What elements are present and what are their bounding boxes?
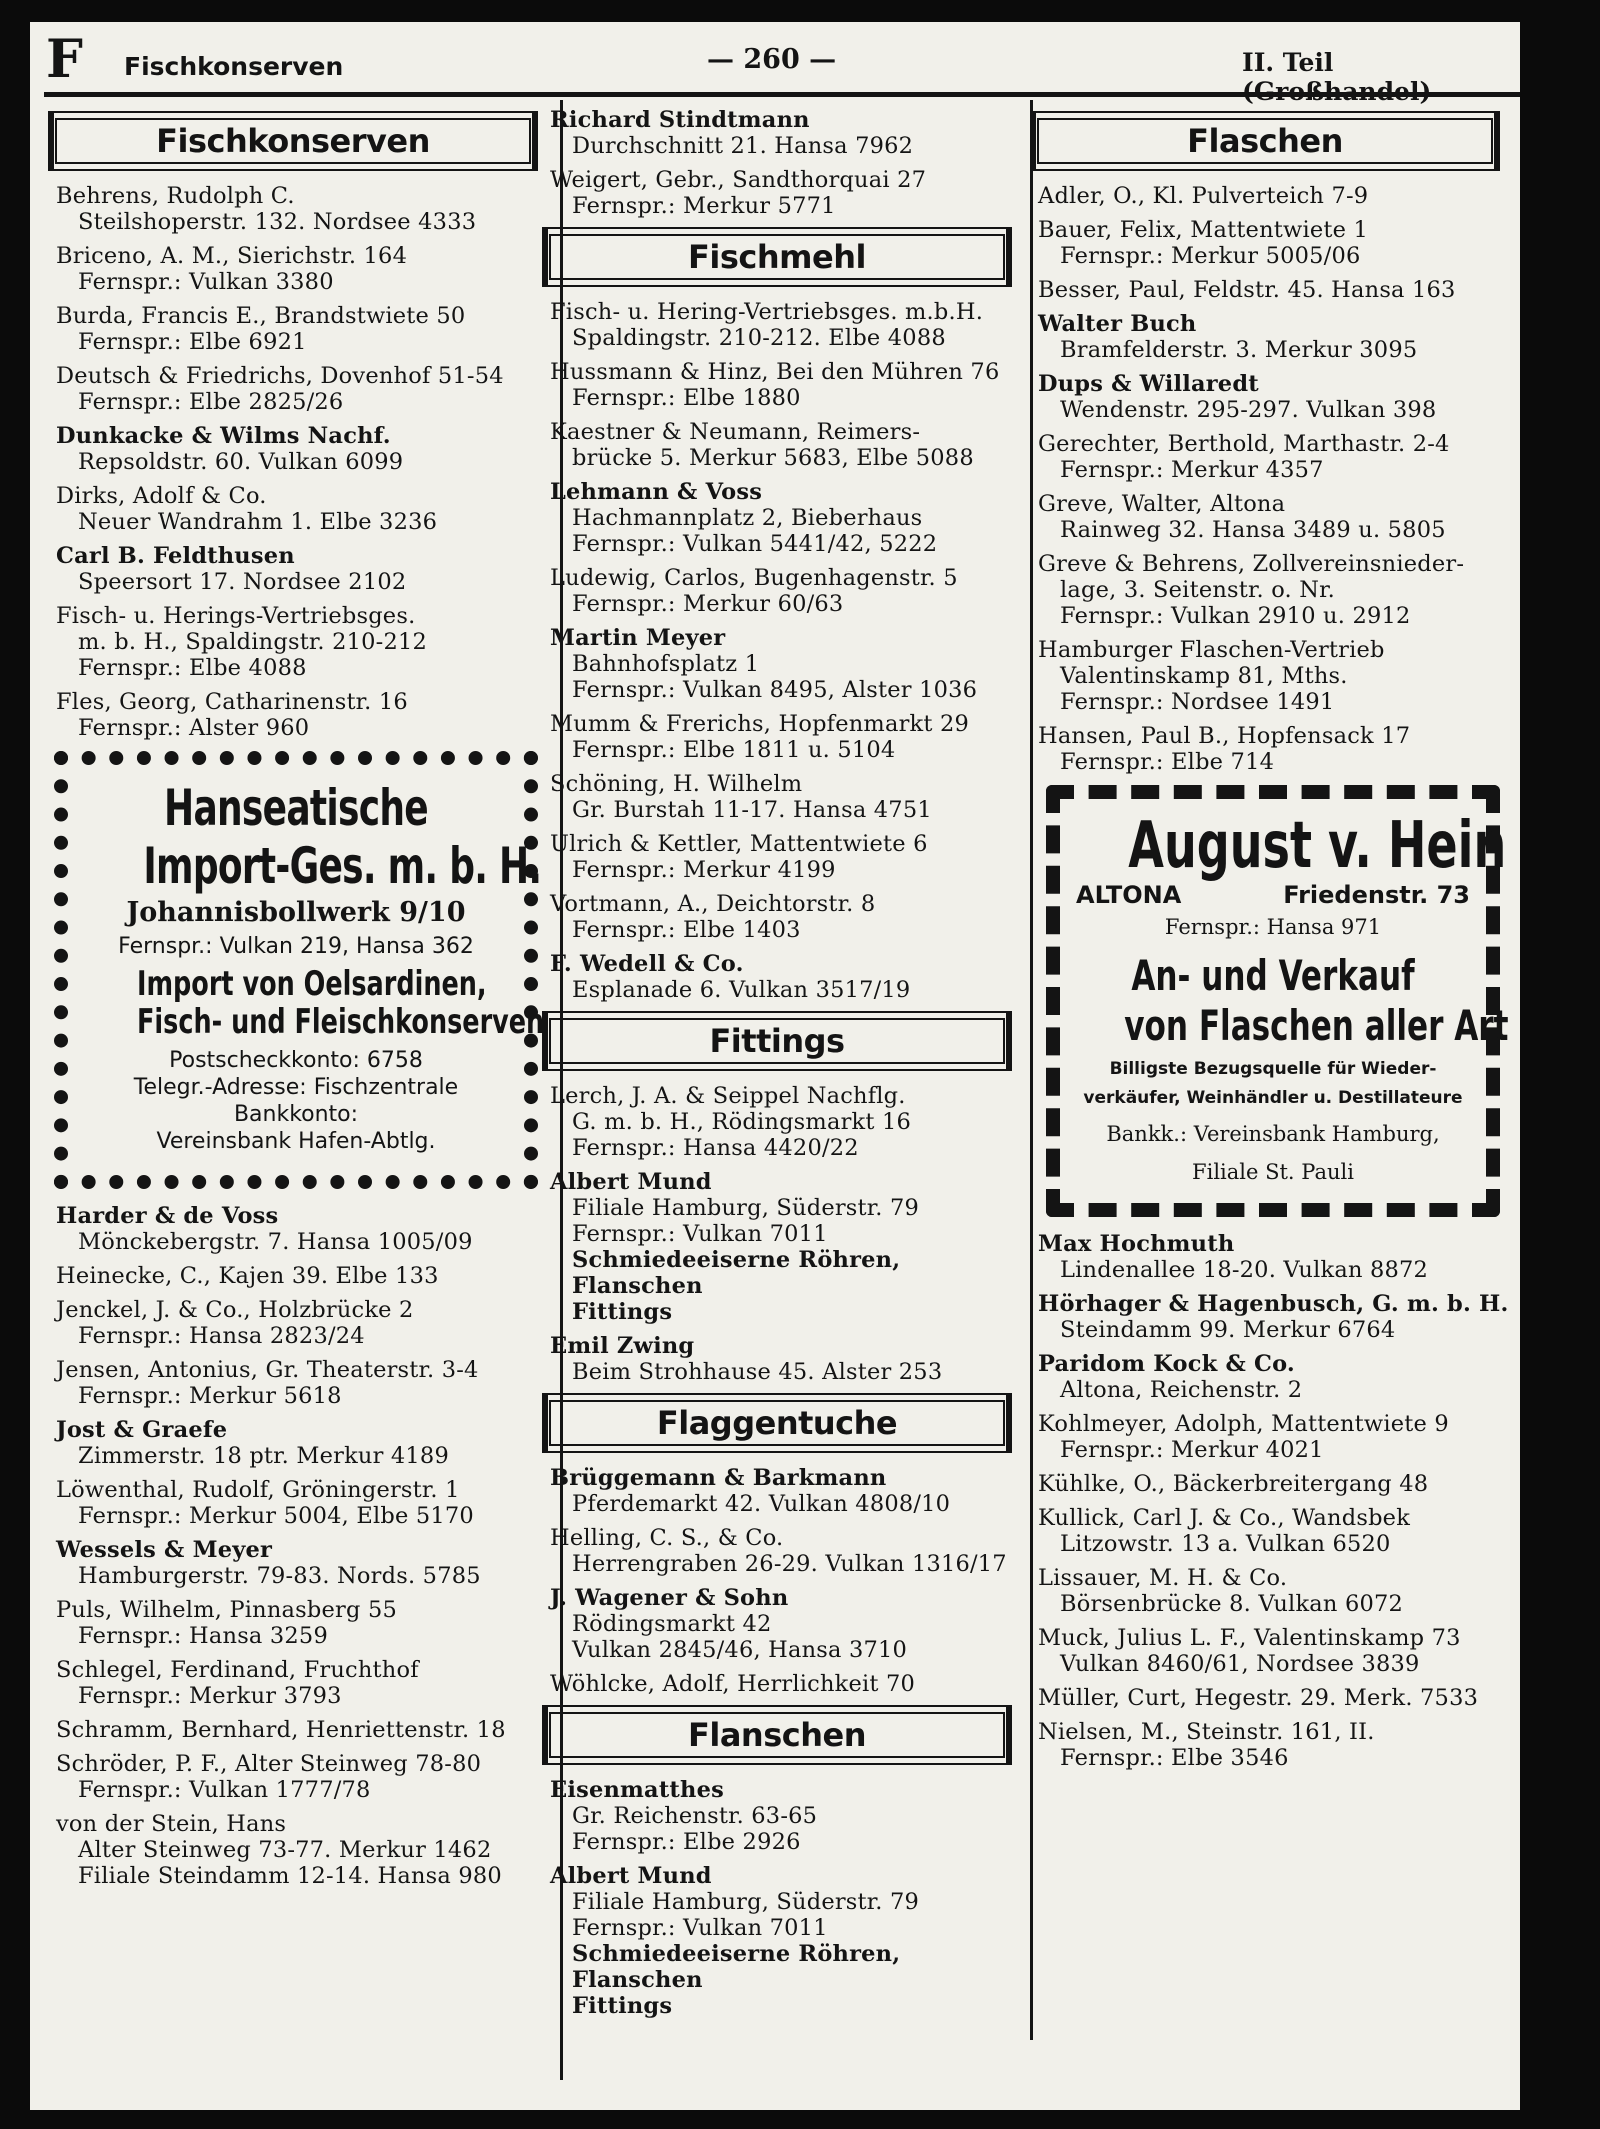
heading-fischmehl: Fischmehl — [542, 227, 1012, 287]
ad2-bank-2: Filiale St. Pauli — [1192, 1160, 1354, 1184]
ad-bank-label: Bankkonto: — [233, 1102, 359, 1127]
entry-detail: Alter Steinweg 73-77. Merkur 1462 — [78, 1837, 492, 1863]
list-fischmehl — [538, 299, 1028, 1003]
entry-detail: Fernspr.: Elbe 1403 — [572, 917, 801, 943]
ad-phone: Fernspr.: Vulkan 219, Hansa 362 — [118, 934, 474, 959]
ad-address: Johannisbollwerk 9/10 — [126, 897, 466, 928]
entry-name: Löwenthal, Rudolf, Gröningerstr. 1 — [56, 1477, 460, 1503]
entry-name: Burda, Francis E., Brandstwiete 50 — [56, 303, 466, 329]
entry-name: Fles, Georg, Catharinenstr. 16 — [56, 689, 408, 715]
entry-detail: Rödingsmarkt 42 — [572, 1611, 772, 1637]
entry-detail: Rainweg 32. Hansa 3489 u. 5805 — [1060, 517, 1446, 543]
entry-detail: Fernspr.: Merkur 60/63 — [572, 591, 844, 617]
entry-detail: Schmiedeeiserne Röhren, Flanschen — [572, 1941, 901, 1993]
entry-detail: Gr. Reichenstr. 63-65 — [572, 1803, 818, 1829]
list-item — [550, 1777, 1028, 1855]
list-item — [550, 299, 1028, 351]
list-fischkonserven-b — [44, 1203, 554, 1889]
entry-name: Puls, Wilhelm, Pinnasberg 55 — [56, 1597, 397, 1623]
list-item — [550, 711, 1028, 763]
entry-detail: Esplanade 6. Vulkan 3517/19 — [572, 977, 911, 1003]
entry-detail: G. m. b. H., Rödingsmarkt 16 — [572, 1109, 911, 1135]
list-item — [56, 543, 554, 595]
entry-name: Bauer, Felix, Mattentwiete 1 — [1038, 217, 1369, 243]
entry-detail: Repsoldstr. 60. Vulkan 6099 — [78, 449, 404, 475]
entry-detail: Neuer Wandrahm 1. Elbe 3236 — [78, 509, 438, 535]
entry-detail: Fernspr.: Elbe 714 — [1060, 749, 1275, 775]
entry-name: Behrens, Rudolph C. — [56, 183, 295, 209]
entry-name: Kullick, Carl J. & Co., Wandsbek — [1038, 1505, 1411, 1531]
ad-hanseatische — [54, 751, 545, 1189]
entry-detail: Filiale Hamburg, Süderstr. 79 — [572, 1889, 919, 1915]
ad-line-2: Fisch- und Fleischkonserven — [137, 1002, 545, 1042]
list-item — [56, 1717, 554, 1743]
ad2-line-1: An- und Verkauf — [1131, 951, 1415, 1000]
entry-detail: Fernspr.: Merkur 5005/06 — [1060, 243, 1361, 269]
entry-name: Harder & de Voss — [56, 1203, 279, 1229]
entry-detail: Vulkan 2845/46, Hansa 3710 — [572, 1637, 908, 1663]
entry-name: Lissauer, M. H. & Co. — [1038, 1565, 1288, 1591]
entry-name: Albert Mund — [550, 1863, 712, 1889]
list-item — [56, 1357, 554, 1409]
ad2-address-row — [1072, 881, 1474, 909]
entry-detail: Litzowstr. 13 a. Vulkan 6520 — [1060, 1531, 1391, 1557]
entry-detail: Fittings — [572, 1993, 673, 2019]
running-head-title: Fischkonserven — [124, 52, 344, 81]
entry-name: Dirks, Adolf & Co. — [56, 483, 267, 509]
entry-detail: Fernspr.: Vulkan 7011 — [572, 1221, 828, 1247]
list-flaggentuche — [538, 1465, 1028, 1697]
list-item — [56, 183, 554, 235]
entry-name: Briceno, A. M., Sierichstr. 164 — [56, 243, 408, 269]
entry-name: Deutsch & Friedrichs, Dovenhof 51-54 — [56, 363, 504, 389]
list-item — [550, 1169, 1028, 1325]
list-item — [1038, 183, 1516, 209]
entry-name: Eisenmatthes — [550, 1777, 724, 1803]
ad-postscheck: Postscheckkonto: 6758 — [169, 1048, 423, 1073]
entry-detail: Hachmannplatz 2, Bieberhaus — [572, 505, 923, 531]
entry-detail: Steilshoperstr. 132. Nordsee 4333 — [78, 209, 477, 235]
list-item — [1038, 431, 1516, 483]
list-item — [1038, 1351, 1516, 1403]
list-item — [56, 1297, 554, 1349]
entry-name: Albert Mund — [550, 1169, 712, 1195]
entry-detail: Filiale Steindamm 12-14. Hansa 980 — [78, 1863, 502, 1889]
entry-detail: Fernspr.: Elbe 3546 — [1060, 1745, 1289, 1771]
ad2-phone: Fernspr.: Hansa 971 — [1164, 915, 1382, 939]
entry-detail: Fernspr.: Merkur 4357 — [1060, 457, 1324, 483]
entry-detail: Vulkan 8460/61, Nordsee 3839 — [1060, 1651, 1420, 1677]
entry-name: Schlegel, Ferdinand, Fruchthof — [56, 1657, 419, 1683]
column-3 — [1026, 107, 1516, 1779]
ad2-tagline-1: Billigste Bezugsquelle für Wieder- — [1109, 1059, 1437, 1079]
entry-name: Jensen, Antonius, Gr. Theaterstr. 3-4 — [56, 1357, 479, 1383]
ad-company-name-2: Import-Ges. m. b. H. — [143, 837, 542, 895]
list-item — [550, 831, 1028, 883]
list-item — [56, 1657, 554, 1709]
list-fischkonserven-a — [44, 183, 554, 741]
entry-detail: Fernspr.: Merkur 4199 — [572, 857, 836, 883]
list-item — [56, 423, 554, 475]
list-item — [550, 479, 1028, 557]
entry-name: Ludewig, Carlos, Bugenhagenstr. 5 — [550, 565, 958, 591]
entry-name: Paridom Kock & Co. — [1038, 1351, 1295, 1377]
entry-detail: Speersort 17. Nordsee 2102 — [78, 569, 407, 595]
entry-detail: Fittings — [572, 1299, 673, 1325]
list-item — [1038, 723, 1516, 775]
entry-name: Walter Buch — [1038, 311, 1197, 337]
entry-detail: Fernspr.: Elbe 4088 — [78, 655, 307, 681]
entry-detail: Spaldingstr. 210-212. Elbe 4088 — [572, 325, 946, 351]
entry-detail: Fernspr.: Merkur 5004, Elbe 5170 — [78, 1503, 474, 1529]
entry-name: Emil Zwing — [550, 1333, 695, 1359]
part-label: II. Teil — [1242, 48, 1334, 77]
ad2-street: Friedenstr. 73 — [1283, 881, 1470, 909]
list-item — [56, 363, 554, 415]
entry-detail: Fernspr.: Elbe 2926 — [572, 1829, 801, 1855]
entry-detail: Fernspr.: Vulkan 5441/42, 5222 — [572, 531, 938, 557]
list-item — [56, 603, 554, 681]
entry-name: Weigert, Gebr., Sandthorquai 27 — [550, 167, 927, 193]
entry-detail: Fernspr.: Vulkan 8495, Alster 1036 — [572, 677, 978, 703]
entry-name: Besser, Paul, Feldstr. 45. Hansa 163 — [1038, 277, 1456, 303]
entry-name: Ulrich & Kettler, Mattentwiete 6 — [550, 831, 928, 857]
list-item — [1038, 217, 1516, 269]
list-item — [1038, 1231, 1516, 1283]
list-item — [550, 625, 1028, 703]
directory-page — [30, 22, 1520, 2110]
entry-name: Fisch- u. Herings-Vertriebsges. — [56, 603, 416, 629]
entry-name: Max Hochmuth — [1038, 1231, 1235, 1257]
ad2-city: ALTONA — [1076, 881, 1182, 909]
entry-name: Hörhager & Hagenbusch, G. m. b. H. — [1038, 1291, 1509, 1317]
entry-name: J. Wagener & Sohn — [550, 1585, 789, 1611]
entry-detail: Fernspr.: Merkur 5771 — [572, 193, 836, 219]
entry-name: Richard Stindtmann — [550, 107, 810, 133]
entry-name: Jenckel, J. & Co., Holzbrücke 2 — [56, 1297, 414, 1323]
entry-detail: Lindenallee 18-20. Vulkan 8872 — [1060, 1257, 1429, 1283]
entry-detail: Bahnhofsplatz 1 — [572, 651, 760, 677]
list-item — [56, 1597, 554, 1649]
entry-detail: Fernspr.: Hansa 2823/24 — [78, 1323, 365, 1349]
list-item — [1038, 1411, 1516, 1463]
header-rule — [44, 92, 1520, 97]
ad-telegram: Telegr.-Adresse: Fischzentrale — [133, 1075, 459, 1100]
ad2-bank-1: Bankk.: Vereinsbank Hamburg, — [1106, 1122, 1440, 1146]
entry-name: Greve & Behrens, Zollvereinsnieder- — [1038, 551, 1465, 577]
entry-detail: Herrengraben 26-29. Vulkan 1316/17 — [572, 1551, 1007, 1577]
entry-detail: Hamburgerstr. 79-83. Nords. 5785 — [78, 1563, 481, 1589]
entry-name: Fisch- u. Hering-Vertriebsges. m.b.H. — [550, 299, 984, 325]
entry-detail: Mönckebergstr. 7. Hansa 1005/09 — [78, 1229, 473, 1255]
list-flaschen-a — [1026, 183, 1516, 775]
entry-name: F. Wedell & Co. — [550, 951, 744, 977]
list-item — [550, 565, 1028, 617]
list-item — [1038, 551, 1516, 629]
entry-name: Schröder, P. F., Alter Steinweg 78-80 — [56, 1751, 482, 1777]
list-item — [550, 107, 1028, 159]
list-item — [550, 419, 1028, 471]
entry-detail: Fernspr.: Alster 960 — [78, 715, 310, 741]
entry-detail: Fernspr.: Hansa 4420/22 — [572, 1135, 859, 1161]
entry-name: Jost & Graefe — [56, 1417, 228, 1443]
entry-name: Kaestner & Neumann, Reimers- — [550, 419, 921, 445]
entry-name: Kohlmeyer, Adolph, Mattentwiete 9 — [1038, 1411, 1449, 1437]
entry-detail: Fernspr.: Hansa 3259 — [78, 1623, 328, 1649]
entry-name: Kühlke, O., Bäckerbreitergang 48 — [1038, 1471, 1429, 1497]
entry-detail: lage, 3. Seitenstr. o. Nr. — [1060, 577, 1335, 603]
entry-detail: Schmiedeeiserne Röhren, Flanschen — [572, 1247, 901, 1299]
entry-name: Carl B. Feldthusen — [56, 543, 295, 569]
entry-name: Gerechter, Berthold, Marthastr. 2-4 — [1038, 431, 1450, 457]
entry-detail: Altona, Reichenstr. 2 — [1060, 1377, 1303, 1403]
page-number: — 260 — — [707, 44, 837, 75]
entry-name: Wöhlcke, Adolf, Herrlichkeit 70 — [550, 1671, 916, 1697]
list-item — [56, 1417, 554, 1469]
entry-name: Hussmann & Hinz, Bei den Mühren 76 — [550, 359, 1000, 385]
entry-detail: Fernspr.: Elbe 1811 u. 5104 — [572, 737, 896, 763]
entry-detail: Fernspr.: Vulkan 7011 — [572, 1915, 828, 1941]
ad-line-1: Import von Oelsardinen, — [137, 964, 487, 1004]
heading-flaggentuche: Flaggentuche — [542, 1393, 1012, 1453]
list-item — [1038, 1625, 1516, 1677]
entry-name: Adler, O., Kl. Pulverteich 7-9 — [1038, 183, 1369, 209]
entry-detail: Fernspr.: Vulkan 1777/78 — [78, 1777, 371, 1803]
entry-name: Brüggemann & Barkmann — [550, 1465, 887, 1491]
list-item — [1038, 311, 1516, 363]
entry-name: Schöning, H. Wilhelm — [550, 771, 803, 797]
list-item — [1038, 637, 1516, 715]
entry-name: Vortmann, A., Deichtorstr. 8 — [550, 891, 876, 917]
entry-detail: Fernspr.: Elbe 6921 — [78, 329, 307, 355]
entry-detail: Fernspr.: Merkur 4021 — [1060, 1437, 1324, 1463]
heading-flanschen: Flanschen — [542, 1705, 1012, 1765]
entry-name: Dunkacke & Wilms Nachf. — [56, 423, 391, 449]
list-item — [550, 1585, 1028, 1663]
entry-name: Greve, Walter, Altona — [1038, 491, 1286, 517]
list-item — [1038, 1505, 1516, 1557]
entry-name: Müller, Curt, Hegestr. 29. Merk. 7533 — [1038, 1685, 1479, 1711]
entry-detail: Valentinskamp 81, Mths. — [1060, 663, 1348, 689]
list-item — [1038, 1565, 1516, 1617]
list-item — [1038, 1471, 1516, 1497]
ad2-company-name: August v. Hein — [1128, 809, 1507, 883]
list-flanschen — [538, 1777, 1028, 2019]
list-item — [1038, 277, 1516, 303]
list-item — [1038, 371, 1516, 423]
entry-detail: Fernspr.: Merkur 3793 — [78, 1683, 342, 1709]
list-item — [550, 167, 1028, 219]
entry-detail: Filiale Hamburg, Süderstr. 79 — [572, 1195, 919, 1221]
entry-detail: Durchschnitt 21. Hansa 7962 — [572, 133, 914, 159]
entry-name: Martin Meyer — [550, 625, 726, 651]
list-item — [550, 1465, 1028, 1517]
entry-detail: Beim Strohhause 45. Alster 253 — [572, 1359, 943, 1385]
heading-fittings: Fittings — [542, 1011, 1012, 1071]
entry-name: Lerch, J. A. & Seippel Nachflg. — [550, 1083, 906, 1109]
column-1 — [44, 107, 554, 1897]
list-fischkonserven-cont — [538, 107, 1028, 219]
heading-flaschen: Flaschen — [1030, 111, 1500, 171]
list-item — [550, 1083, 1028, 1161]
entry-name: Muck, Julius L. F., Valentinskamp 73 — [1038, 1625, 1461, 1651]
entry-name: Helling, C. S., & Co. — [550, 1525, 784, 1551]
list-item — [1038, 1685, 1516, 1711]
entry-detail: Fernspr.: Merkur 5618 — [78, 1383, 342, 1409]
list-item — [550, 1863, 1028, 2019]
entry-detail: Gr. Burstah 11-17. Hansa 4751 — [572, 797, 932, 823]
column-2 — [538, 107, 1028, 2027]
section-letter: F — [46, 29, 83, 90]
entry-name: Nielsen, M., Steinstr. 161, II. — [1038, 1719, 1375, 1745]
heading-fischkonserven: Fischkonserven — [48, 111, 538, 171]
list-item — [56, 1811, 554, 1889]
entry-name: Dups & Willaredt — [1038, 371, 1259, 397]
entry-detail: m. b. H., Spaldingstr. 210-212 — [78, 629, 428, 655]
entry-detail: Zimmerstr. 18 ptr. Merkur 4189 — [78, 1443, 449, 1469]
entry-name: Heinecke, C., Kajen 39. Elbe 133 — [56, 1263, 439, 1289]
list-item — [550, 1671, 1028, 1697]
entry-detail: Fernspr.: Elbe 2825/26 — [78, 389, 344, 415]
entry-detail: Fernspr.: Nordsee 1491 — [1060, 689, 1335, 715]
ad-company-name-1: Hanseatische — [164, 779, 428, 837]
list-fittings — [538, 1083, 1028, 1385]
entry-detail: Bramfelderstr. 3. Merkur 3095 — [1060, 337, 1418, 363]
list-item — [550, 359, 1028, 411]
entry-name: Hamburger Flaschen-Vertrieb — [1038, 637, 1385, 663]
list-item — [56, 1751, 554, 1803]
ad2-tagline-2: verkäufer, Weinhändler u. Destillateure — [1083, 1088, 1463, 1108]
list-flaschen-b — [1026, 1231, 1516, 1771]
entry-detail: Steindamm 99. Merkur 6764 — [1060, 1317, 1396, 1343]
list-item — [550, 891, 1028, 943]
list-item — [56, 483, 554, 535]
entry-detail: Börsenbrücke 8. Vulkan 6072 — [1060, 1591, 1404, 1617]
entry-name: Schramm, Bernhard, Henriettenstr. 18 — [56, 1717, 506, 1743]
entry-detail: Fernspr.: Elbe 1880 — [572, 385, 801, 411]
list-item — [550, 951, 1028, 1003]
entry-detail: Fernspr.: Vulkan 2910 u. 2912 — [1060, 603, 1411, 629]
ad2-line-2: von Flaschen aller Art — [1124, 1001, 1509, 1050]
entry-name: Mumm & Frerichs, Hopfenmarkt 29 — [550, 711, 969, 737]
list-item — [1038, 1291, 1516, 1343]
list-item — [550, 1333, 1028, 1385]
list-item — [1038, 491, 1516, 543]
list-item — [56, 303, 554, 355]
list-item — [56, 689, 554, 741]
entry-name: von der Stein, Hans — [56, 1811, 287, 1837]
ad-bank: Vereinsbank Hafen-Abtlg. — [156, 1129, 436, 1154]
entry-detail: Pferdemarkt 42. Vulkan 4808/10 — [572, 1491, 951, 1517]
list-item — [56, 1263, 554, 1289]
entry-detail: Wendenstr. 295-297. Vulkan 398 — [1060, 397, 1437, 423]
entry-name: Wessels & Meyer — [56, 1537, 273, 1563]
entry-detail: brücke 5. Merkur 5683, Elbe 5088 — [572, 445, 974, 471]
entry-name: Lehmann & Voss — [550, 479, 763, 505]
list-item — [1038, 1719, 1516, 1771]
list-item — [56, 1203, 554, 1255]
list-item — [56, 1477, 554, 1529]
list-item — [550, 771, 1028, 823]
list-item — [56, 243, 554, 295]
list-item — [56, 1537, 554, 1589]
entry-name: Hansen, Paul B., Hopfensack 17 — [1038, 723, 1411, 749]
entry-detail: Fernspr.: Vulkan 3380 — [78, 269, 334, 295]
list-item — [550, 1525, 1028, 1577]
ad-august-hein — [1046, 785, 1509, 1217]
